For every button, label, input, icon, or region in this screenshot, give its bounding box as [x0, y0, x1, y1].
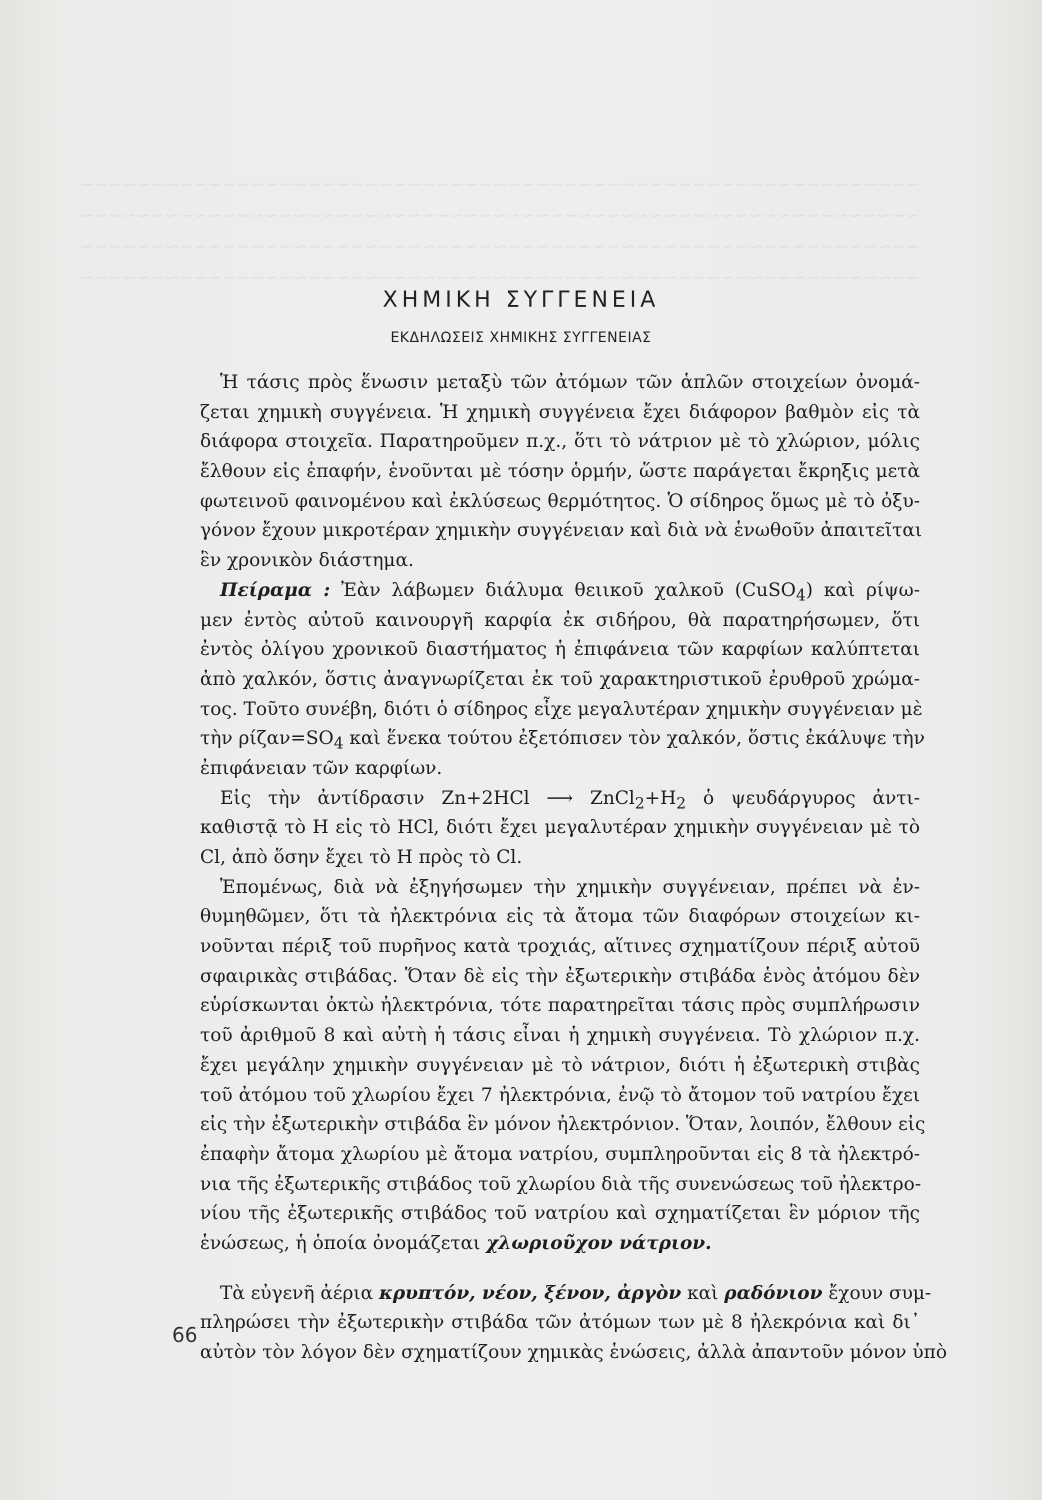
text-line: μεν ἐντὸς αὐτοῦ καινουργῆ καρφία ἐκ σιδήρου, θὰ παρατηρήσωμεν, ὅτι [200, 609, 920, 631]
text-line: γόνον ἔχουν μικροτέραν χημικὴν συγγένειαν καὶ διὰ νὰ ἑνωθοῦν ἀπαιτεῖται [200, 520, 923, 542]
text-line: ἔχει μεγάλην χημικὴν συγγένειαν μὲ τὸ νάτριον, διότι ἡ ἐξωτερικὴ στιβὰς [200, 1054, 920, 1076]
text-line: ἔλθουν εἰς ἐπαφήν, ἑνοῦνται μὲ τόσην ὁρμήν, ὥστε παράγεται ἔκρηξις μετὰ [200, 461, 920, 483]
text-run: ἑνώσεως, ἡ ὁποία ὀνομάζεται [200, 1232, 487, 1254]
paragraph-gap [200, 1259, 920, 1279]
paragraph-experiment [200, 576, 925, 784]
text-line: Ἑπομένως, διὰ νὰ ἐξηγήσωμεν τὴν χημικὴν συγγένειαν, πρέπει νὰ ἐν- [220, 876, 920, 898]
experiment-label: Πείραμα : [220, 579, 331, 601]
text-line: πληρώσει τὴν ἐξωτερικὴν στιβάδα τῶν ἀτόμων των μὲ 8 ἠλεκρόνια καὶ δι᾽ [200, 1312, 920, 1334]
text-run: τὴν ρίζαν=SO [200, 728, 334, 750]
text-run: ὁ ψευδάργυρος ἀντι- [686, 787, 921, 809]
text-run: Εἰς τὴν ἀντίδρασιν Zn+2HCl ⟶ ZnCl [220, 787, 635, 809]
text-line: Ἡ τάσις πρὸς ἕνωσιν μεταξὺ τῶν ἀτόμων τῶν ἁπλῶν στοιχείων ὀνομά- [220, 372, 920, 393]
text-run: ) καὶ ρίψω- [805, 579, 920, 601]
section-subtitle: ΕΚΔΗΛΩΣΕΙΣ ΧΗΜΙΚΗΣ ΣΥΓΓΕΝΕΙΑΣ [390, 330, 652, 346]
text-run: καὶ ἕνεκα τούτου ἐξετόπισεν τὸν χαλκόν, ὅστις ἐκάλυψε τὴν [343, 728, 925, 750]
subscript: 4 [795, 586, 806, 605]
text-line: ἀπὸ χαλκόν, ὅστις ἀναγνωρίζεται ἐκ τοῦ χαρακτηριστικοῦ ἐρυθροῦ χρώμα- [200, 668, 920, 690]
text-line: καθιστᾷ τὸ Η εἰς τὸ HCl, διότι ἔχει μεγαλυτέραν χημικὴν συγγένειαν μὲ τὸ [200, 817, 920, 839]
text-line [200, 1279, 932, 1309]
bleed-through-text: ~~~~~~~~~~~~~~~~~~~~~~~~~~~~~~~~~~~~~~~~~~~~~~~~~~~~~~~~~~~ ~~~~~~~~~~~~~~~~~~~~~~~~~~~~~~~~~~~~~~~~~~~~~~~~~~~~~~~~~~~ ~~~~~~~~~~~~~~~~~~~~~~~~~~~~~~~~~~~~~~~~~~~~~~~~~~~~~~~~~~~ ~~~~~~~~~~~~~~~~~~~~~~~~~~~~~~~~~~~~~~~~~~~~~~~~~~~~~~~~~~~ [79, 175, 920, 288]
text-run: καὶ [681, 1282, 725, 1304]
text-line: σφαιρικὰς στιβάδας. Ὅταν δὲ εἰς τὴν ἐξωτερικὴν στιβάδα ἑνὸς ἀτόμου δὲν [200, 965, 920, 987]
emphasis-term: κρυπτόν, νέον, ξένον, ἀργὸν [378, 1282, 682, 1304]
text-line: διάφορα στοιχεῖα. Παρατηροῦμεν π.χ., ὅτι τὸ νάτριον μὲ τὸ χλώριον, μόλις [200, 431, 920, 453]
text-line [200, 724, 925, 754]
text-line: ζεται χημικὴ συγγένεια. Ἡ χημικὴ συγγένεια ἔχει διάφορον βαθμὸν εἰς τὰ [200, 401, 920, 423]
emphasis-term: χλωριοῦχον νάτριον. [486, 1232, 712, 1254]
emphasis-term: ραδόνιον [724, 1282, 823, 1304]
paragraph-intro [200, 368, 923, 576]
subscript: 2 [676, 794, 687, 813]
text-line: φωτεινοῦ φαινομένου καὶ ἐκλύσεως θερμότητος. Ὁ σίδηρος ὅμως μὲ τὸ ὀξυ- [200, 490, 920, 512]
text-line: νια τῆς ἐξωτερικῆς στιβάδος τοῦ χλωρίου διὰ τῆς συνενώσεως τοῦ ἠλεκτρο- [200, 1173, 922, 1195]
text-line: νίου τῆς ἐξωτερικῆς στιβάδος τοῦ νατρίου καὶ σχηματίζεται ἓν μόριον τῆς [200, 1203, 920, 1225]
text-run: ἔχουν συμ- [822, 1282, 932, 1304]
page-title: ΧΗΜΙΚΗ ΣΥΓΓΕΝΕΙΑ [382, 288, 660, 313]
paragraph-reaction [200, 784, 920, 873]
text-line: αὐτὸν τὸν λόγον δὲν σχηματίζουν χημικὰς ἑνώσεις, ἀλλὰ ἀπαντοῦν μόνον ὑπὸ [200, 1342, 947, 1363]
subscript: 4 [333, 734, 344, 753]
text-line: θυμηθῶμεν, ὅτι τὰ ἠλεκτρόνια εἰς τὰ ἄτομα τῶν διαφόρων στοιχείων κι- [200, 906, 920, 928]
text-line: εὑρίσκωνται ὀκτὼ ἠλεκτρόνια, τότε παρατηρεῖται τάσις πρὸς συμπλήρωσιν [200, 995, 920, 1017]
paragraph-explanation [200, 873, 926, 1259]
text-line: τοῦ ἀτόμου τοῦ χλωρίου ἔχει 7 ἠλεκτρόνια, ἐνῷ τὸ ἄτομον τοῦ νατρίου ἔχει [200, 1084, 920, 1106]
text-run: Ἐὰν λάβωμεν διάλυμα θειικοῦ χαλκοῦ (CuSO [330, 579, 796, 601]
paragraph-noble-gases [200, 1279, 947, 1368]
text-line: ἐπιφάνειαν τῶν καρφίων. [200, 757, 443, 779]
text-line: νοῦνται πέριξ τοῦ πυρῆνος κατὰ τροχιάς, αἵτινες σχηματίζουν πέριξ αὐτοῦ [200, 936, 920, 958]
text-line: τος. Τοῦτο συνέβη, διότι ὁ σίδηρος εἶχε μεγαλυτέραν χημικὴν συγγένειαν μὲ [200, 698, 923, 720]
text-line: ἐντὸς ὀλίγου χρονικοῦ διαστήματος ἡ ἐπιφάνεια τῶν καρφίων καλύπτεται [200, 639, 920, 661]
text-line: ἓν χρονικὸν διάστημα. [200, 550, 414, 572]
text-run: +H [644, 787, 677, 809]
text-line [200, 1229, 920, 1259]
body-text [200, 368, 947, 1368]
text-run: Τὰ εὐγενῆ ἀέρια [220, 1282, 379, 1304]
subscript: 2 [634, 794, 645, 813]
text-line [200, 576, 920, 606]
page-number: 66 [172, 1323, 198, 1347]
text-line: εἰς τὴν ἐξωτερικὴν στιβάδα ἓν μόνον ἠλεκτρόνιον. Ὅταν, λοιπόν, ἔλθουν εἰς [200, 1114, 926, 1136]
text-line: τοῦ ἀριθμοῦ 8 καὶ αὐτὴ ἡ τάσις εἶναι ἡ χημικὴ συγγένεια. Τὸ χλώριον π.χ. [200, 1025, 920, 1047]
text-line [200, 784, 920, 814]
text-line: Cl, ἀπὸ ὅσην ἔχει τὸ Η πρὸς τὸ Cl. [200, 847, 523, 868]
text-line: ἐπαφὴν ἄτομα χλωρίου μὲ ἄτομα νατρίου, συμπληροῦνται εἰς 8 τὰ ἠλεκτρό- [200, 1143, 920, 1165]
